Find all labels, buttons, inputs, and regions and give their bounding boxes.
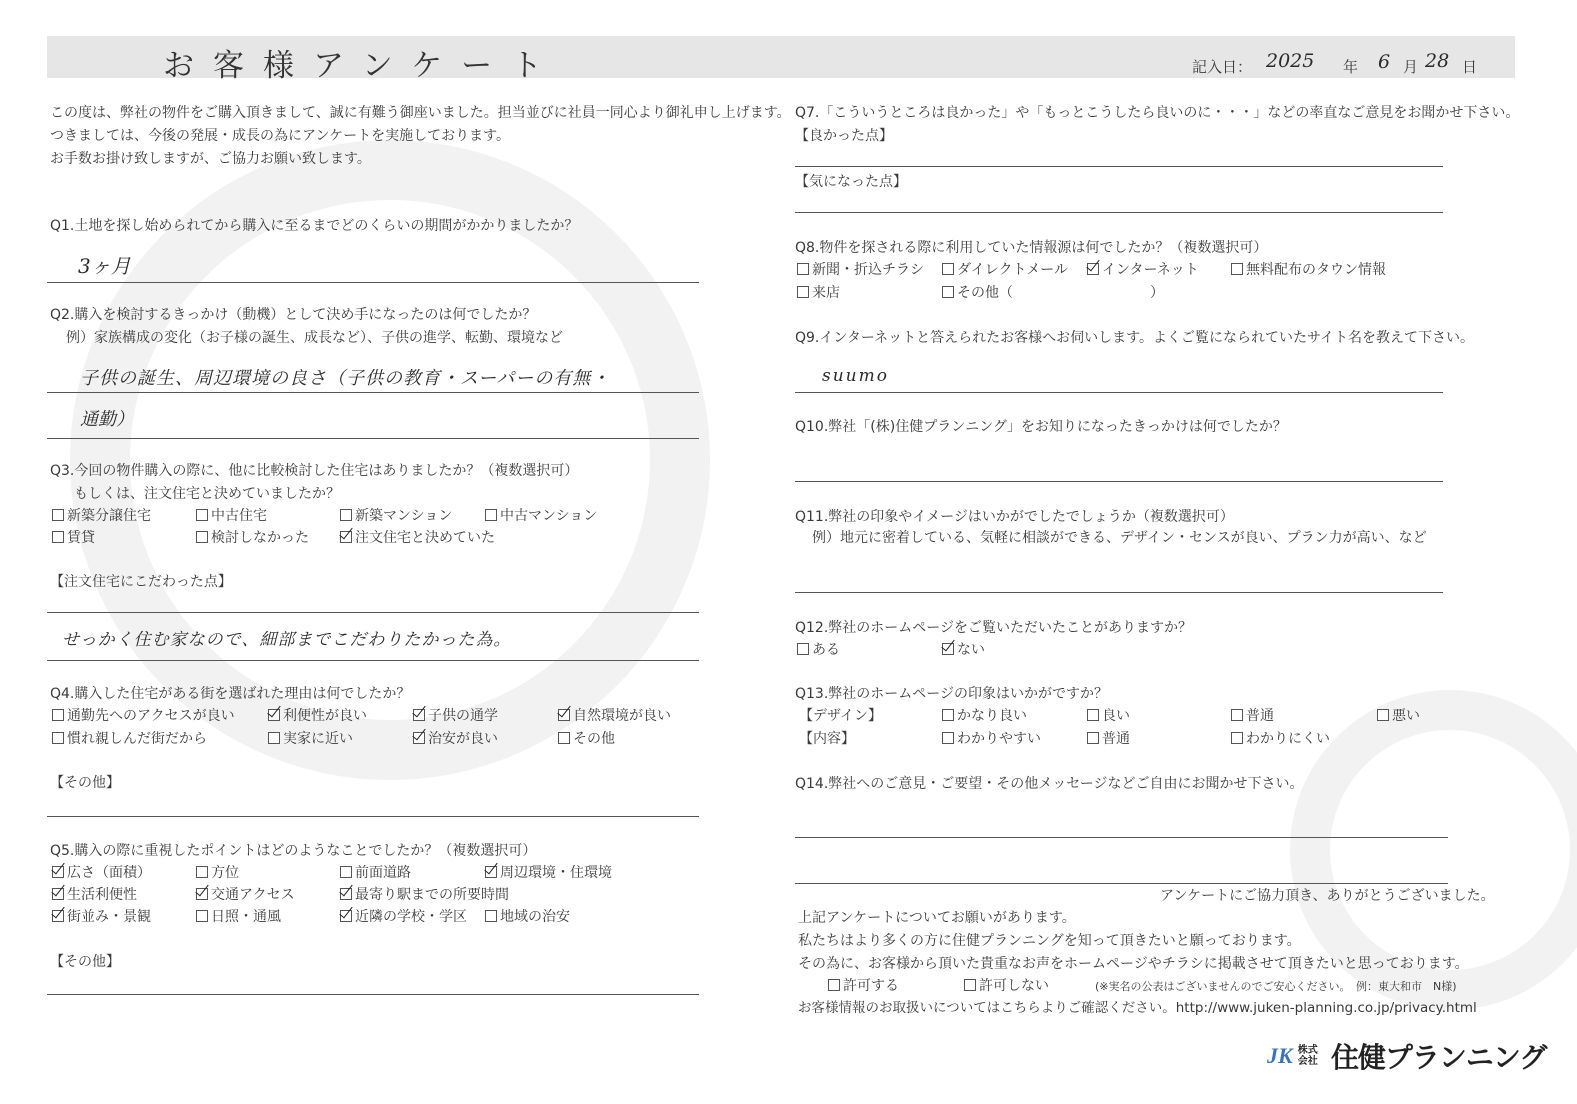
q11-example: 例）地元に密着している、気軽に相談ができる、デザイン・センスが良い、プラン力が高い、など: [812, 530, 1427, 546]
checkbox-checked[interactable]: [413, 732, 425, 744]
q4-option-school-commute[interactable]: 子供の通学: [413, 707, 498, 725]
privacy-link[interactable]: お客様情報のお取扱いについてはこちらよりご確認ください。http://www.juken-planning.co.jp/privacy.html: [798, 1000, 1477, 1016]
q5-option-public-safety[interactable]: 地域の治安: [485, 908, 570, 926]
q7-good-line: [795, 166, 1443, 167]
q5-question: Q5.購入の際に重視したポイントはどのようなことでしたか？（複数選択可）: [50, 843, 537, 859]
checkbox[interactable]: [52, 531, 64, 543]
checkbox[interactable]: [52, 709, 64, 721]
q3-question-2: もしくは、注文住宅と決めていましたか？: [74, 486, 340, 502]
checkbox-checked[interactable]: [52, 866, 64, 878]
q4-question: Q4.購入した住宅がある街を選ばれた理由は何でしたか？: [50, 686, 411, 702]
checkbox[interactable]: [797, 643, 809, 655]
q1-answer[interactable]: 3ヶ月: [78, 254, 131, 278]
checkbox[interactable]: [964, 979, 976, 991]
checkbox[interactable]: [1231, 263, 1243, 275]
q3-sub-line-1: [47, 612, 699, 613]
date-year: 2025: [1266, 50, 1315, 72]
checkbox[interactable]: [485, 509, 497, 521]
q10-question: Q10.弊社「(株)住健プランニング」をお知りになったきっかけは何でしたか？: [795, 419, 1287, 435]
q5-option-environment[interactable]: 周辺環境・住環境: [485, 864, 612, 882]
q2-answer-line-rule-2: [47, 438, 699, 439]
logo-company-name: 住健プランニング: [1330, 1041, 1547, 1074]
checkbox[interactable]: [828, 979, 840, 991]
checkbox-checked[interactable]: [340, 531, 352, 543]
q14-answer-line-1: [795, 837, 1448, 838]
q5-option-station-time[interactable]: 最寄り駅までの所要時間: [340, 886, 509, 904]
q9-question: Q9.インターネットと答えられたお客様へお伺いします。よくご覧になられていたサイト名を教えて下さい。: [795, 330, 1475, 346]
q8-option-town-info[interactable]: 無料配布のタウン情報: [1231, 261, 1386, 279]
q8-other-close: ）: [1150, 285, 1164, 301]
q4-option-safety[interactable]: 治安が良い: [413, 730, 498, 748]
checkbox-checked[interactable]: [1087, 263, 1099, 275]
q13-design-bad[interactable]: 悪い: [1377, 707, 1420, 725]
q2-answer-line-rule-1: [47, 392, 699, 393]
q2-answer-line-1[interactable]: 子供の誕生、周辺環境の良さ（子供の教育・スーパーの有無・: [80, 368, 611, 389]
checkbox-checked[interactable]: [52, 910, 64, 922]
company-logo: [1267, 1036, 1546, 1072]
q5-other-line: [47, 994, 699, 995]
request-line-2: 私たちはより多くの方に住健プランニングを知って頂きたいと願っております。: [798, 933, 1301, 949]
q13-content-label: 【内容】: [799, 731, 855, 747]
q7-question: Q7.「こういうところは良かった」や「もっとこうしたら良いのに・・・」などの率直なご意見をお聞かせ下さい。: [795, 105, 1520, 121]
q5-option-transport[interactable]: 交通アクセス: [196, 886, 295, 904]
q7-concern-label: 【気になった点】: [795, 174, 907, 190]
q4-option-convenience[interactable]: 利便性が良い: [268, 707, 367, 725]
date-day-unit: 日: [1462, 58, 1478, 76]
checkbox[interactable]: [196, 531, 208, 543]
q4-option-commute[interactable]: 通勤先へのアクセスが良い: [52, 707, 235, 725]
q3-sub-line-2: [47, 660, 699, 661]
thanks-message: アンケートにご協力頂き、ありがとうございました。: [1160, 888, 1495, 904]
date-month-unit: 月: [1403, 58, 1419, 76]
checkbox[interactable]: [797, 263, 809, 275]
checkbox-checked[interactable]: [268, 709, 280, 721]
q12-option-yes[interactable]: ある: [797, 641, 840, 659]
q14-answer-line-2: [795, 883, 1448, 884]
checkbox-checked[interactable]: [413, 709, 425, 721]
q1-answer-line: [47, 282, 699, 283]
logo-mark-icon: JK: [1267, 1043, 1293, 1068]
checkbox[interactable]: [340, 509, 352, 521]
q4-option-nature[interactable]: 自然環境が良い: [558, 707, 671, 725]
q8-option-newspaper[interactable]: 新聞・折込チラシ: [797, 261, 924, 279]
q3-option-new-detached[interactable]: 新築分譲住宅: [52, 507, 151, 525]
q8-option-visit[interactable]: 来店: [797, 284, 840, 302]
checkbox[interactable]: [1231, 709, 1243, 721]
q13-design-label: 【デザイン】: [799, 708, 883, 724]
request-line-3: その為に、お客様から頂いた貴重なお声をホームページやチラシに掲載させて頂きたいと思っております。: [798, 956, 1469, 972]
q3-sub-answer[interactable]: せっかく住む家なので、細部までこだわりたかった為。: [62, 630, 512, 650]
checkbox[interactable]: [942, 286, 954, 298]
q2-question: Q2.購入を検討するきっかけ（動機）として決め手になったのは何でしたか？: [50, 307, 537, 323]
q2-answer-line-2[interactable]: 通勤）: [80, 409, 134, 430]
checkbox[interactable]: [558, 732, 570, 744]
date-month: 6: [1378, 51, 1391, 73]
checkbox[interactable]: [942, 263, 954, 275]
q3-option-none[interactable]: 検討しなかった: [196, 529, 309, 547]
q3-question: Q3.今回の物件購入の際に、他に比較検討した住宅はありましたか？（複数選択可）: [50, 463, 579, 479]
q5-option-front-road[interactable]: 前面道路: [340, 864, 411, 882]
q11-question: Q11.弊社の印象やイメージはいかがでしたでしょうか（複数選択可）: [795, 509, 1234, 525]
checkbox-checked[interactable]: [942, 643, 954, 655]
q2-example: 例）家族構成の変化（お子様の誕生、成長など）、子供の進学、転勤、環境など: [66, 330, 563, 346]
q5-other-label: 【その他】: [50, 954, 120, 970]
q13-content-clear[interactable]: わかりやすい: [942, 730, 1041, 748]
request-line-1: 上記アンケートについてお願いがあります。: [798, 910, 1076, 926]
checkbox-checked[interactable]: [196, 888, 208, 900]
q4-option-familiar-town[interactable]: 慣れ親しんだ街だから: [52, 730, 207, 748]
intro-line-1: この度は、弊社の物件をご購入頂きまして、誠に有難う御座いました。担当並びに社員一同心より御礼申し上げます。: [50, 105, 791, 121]
q14-question: Q14.弊社へのご意見・ご要望・その他メッセージなどご自由にお聞かせ下さい。: [795, 776, 1304, 792]
page-title: お客様アンケート: [163, 48, 562, 84]
q4-option-near-parents[interactable]: 実家に近い: [268, 730, 353, 748]
checkbox[interactable]: [797, 286, 809, 298]
q7-concern-line: [795, 212, 1443, 213]
q3-option-custom-built[interactable]: 注文住宅と決めていた: [340, 529, 495, 547]
q5-option-school-district[interactable]: 近隣の学校・学区: [340, 908, 467, 926]
q3-sub-label: 【注文住宅にこだわった点】: [50, 574, 232, 590]
checkbox[interactable]: [340, 866, 352, 878]
q12-option-no[interactable]: ない: [942, 641, 985, 659]
checkbox[interactable]: [268, 732, 280, 744]
checkbox[interactable]: [196, 910, 208, 922]
date-label: 記入日：: [1192, 58, 1253, 76]
q8-question: Q8.物件を探される際に利用していた情報源は何でしたか？（複数選択可）: [795, 240, 1268, 256]
q9-answer-line: [795, 392, 1443, 393]
background-ornament: [70, 140, 710, 780]
q3-option-rental[interactable]: 賃貸: [52, 529, 95, 547]
q13-design-normal[interactable]: 普通: [1231, 707, 1274, 725]
checkbox[interactable]: [942, 709, 954, 721]
intro-line-3: お手数お掛け致しますが、ご協力お願い致します。: [50, 151, 371, 167]
q10-answer-line: [795, 481, 1443, 482]
q8-option-direct-mail[interactable]: ダイレクトメール: [942, 261, 1068, 279]
checkbox-checked[interactable]: [485, 866, 497, 878]
checkbox[interactable]: [52, 732, 64, 744]
q8-option-internet[interactable]: インターネット: [1087, 261, 1199, 279]
checkbox-checked[interactable]: [340, 910, 352, 922]
checkbox[interactable]: [52, 509, 64, 521]
privacy-note: (※実名の公表はございませんのでご安心ください。 例：東大和市 N様): [1095, 980, 1457, 993]
q13-design-very-good[interactable]: かなり良い: [942, 707, 1027, 725]
checkbox[interactable]: [196, 509, 208, 521]
q5-option-area[interactable]: 広さ（面積）: [52, 864, 151, 882]
q9-answer[interactable]: suumo: [822, 366, 889, 386]
checkbox[interactable]: [1377, 709, 1389, 721]
q5-option-townscape[interactable]: 街並み・景観: [52, 908, 151, 926]
checkbox[interactable]: [1087, 709, 1099, 721]
q1-question: Q1.土地を探し始められてから購入に至るまでどのくらいの期間がかかりましたか？: [50, 218, 579, 234]
q5-option-sunlight[interactable]: 日照・通風: [196, 908, 281, 926]
checkbox[interactable]: [485, 910, 497, 922]
q3-option-used-house[interactable]: 中古住宅: [196, 507, 267, 525]
permit-option[interactable]: 許可する: [828, 977, 899, 995]
q4-other-line: [47, 816, 699, 817]
q5-option-direction[interactable]: 方位: [196, 864, 239, 882]
checkbox[interactable]: [196, 866, 208, 878]
date-year-unit: 年: [1343, 58, 1359, 76]
q11-answer-line: [795, 592, 1443, 593]
q12-question: Q12.弊社のホームページをご覧いただいたことがありますか？: [795, 620, 1193, 636]
q8-option-other[interactable]: その他（: [942, 284, 1013, 302]
checkbox[interactable]: [1087, 732, 1099, 744]
checkbox-checked[interactable]: [340, 888, 352, 900]
intro-line-2: つきましては、今後の発展・成長の為にアンケートを実施しております。: [50, 128, 511, 144]
q3-option-new-condo[interactable]: 新築マンション: [340, 507, 452, 525]
checkbox-checked[interactable]: [52, 888, 64, 900]
date-day: 28: [1425, 50, 1450, 72]
q13-question: Q13.弊社のホームページの印象はいかがですか？: [795, 686, 1109, 702]
q4-other-label: 【その他】: [50, 775, 120, 791]
q5-option-living-convenience[interactable]: 生活利便性: [52, 886, 137, 904]
deny-option[interactable]: 許可しない: [964, 977, 1049, 995]
q13-content-normal[interactable]: 普通: [1087, 730, 1130, 748]
checkbox-checked[interactable]: [558, 709, 570, 721]
q7-good-label: 【良かった点】: [795, 128, 893, 144]
q3-option-used-condo[interactable]: 中古マンション: [485, 507, 597, 525]
logo-company-type: 株式会社: [1297, 1045, 1318, 1067]
checkbox[interactable]: [942, 732, 954, 744]
q13-content-unclear[interactable]: わかりにくい: [1231, 730, 1330, 748]
q4-option-other[interactable]: その他: [558, 730, 615, 748]
checkbox[interactable]: [1231, 732, 1243, 744]
q13-design-good[interactable]: 良い: [1087, 707, 1130, 725]
